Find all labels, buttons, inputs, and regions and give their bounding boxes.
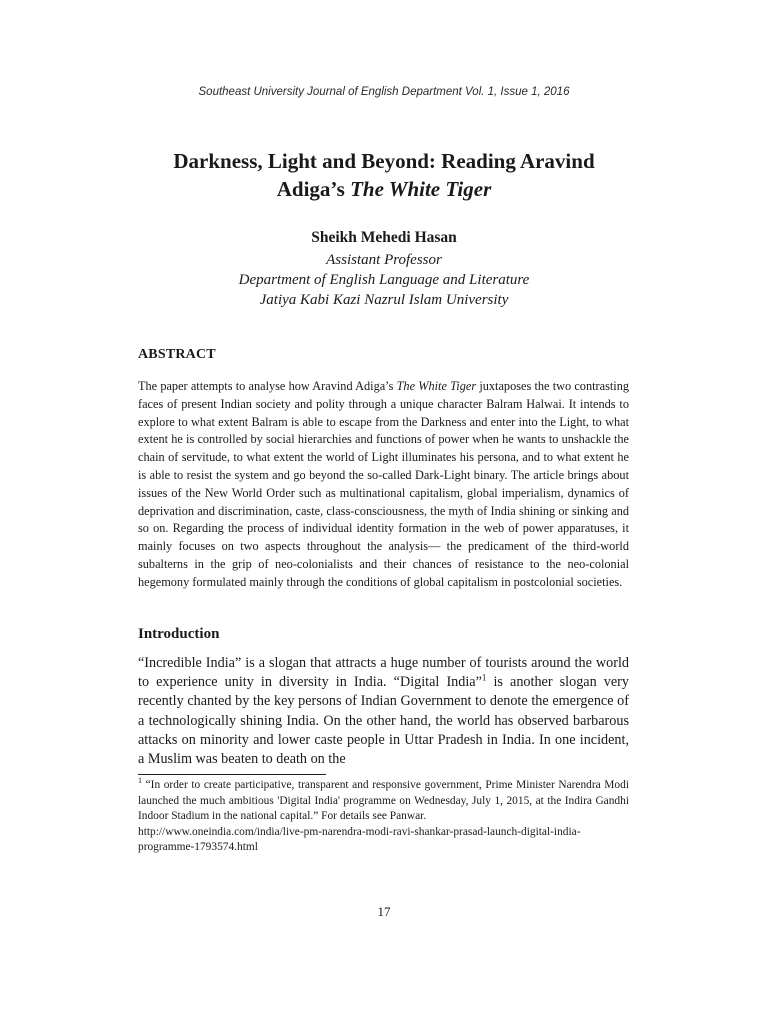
introduction-text-rest: is another slogan very recently chanted by the key persons of Indian Government to denote the emergence of a technologically shining India. On the other hand, the world has observed barbarous attacks on minority and lower caste people in Uttar Pradesh in India. In one incident, a Muslim was beaten to death on the [138, 674, 629, 768]
article-title [90, 147, 678, 203]
footnote-text: “In order to create participative, transparent and responsive government, Prime Minister Narendra Modi launched the much ambitious 'Digital India' programme on Wednesday, July 1, 2015, at the Indira Gandhi Indoor Stadium in the national capital.” For details see Panwar. [138, 779, 629, 822]
abstract-text-start: The paper attempts to analyse how Aravind Adiga’s [138, 379, 397, 393]
abstract-text-rest: juxtaposes the two contrasting faces of present Indian society and polity through a unique character Balram Halwai. It intends to explore to what extent Balram is able to escape from the Darkness and enter into the Light, to what extent he is controlled by social hierarchies and functions of power when he wants to unshackle the chain of servitude, to what extent the world of Light illuminates his persona, and to what extent he is able to resist the system and go beyond the so-called Dark-Light binary. The article brings about issues of the New World Order such as multinational capitalism, global imperialism, dynamics of deprivation and discrimination, caste, class-consciousness, the myth of India shining or sinking and so on. Regarding the process of individual identity formation in the web of power apparatuses, it mainly focuses on two aspects throughout the analysis— the predicament of the third-world subalterns in the grip of neo-colonialists and their chances of resistance to the neo-colonial hegemony formulated mainly through the conditions of global capitalism in postcolonial societies. [138, 379, 629, 589]
footnote-reference[interactable]: 1 [481, 672, 487, 683]
author-block [100, 228, 668, 310]
abstract-heading: ABSTRACT [138, 347, 216, 362]
author-university: Jatiya Kabi Kazi Nazrul Islam University [259, 292, 509, 308]
author-department: Department of English Language and Literature [238, 272, 530, 288]
abstract-body [138, 378, 629, 592]
running-header: Southeast University Journal of English Department Vol. 1, Issue 1, 2016 [198, 86, 570, 98]
footnote-url-link[interactable]: http://www.oneindia.com/india/live-pm-narendra-modi-ravi-shankar-prasad-launch-digital-india-programme-1793574.html [138, 825, 581, 853]
introduction-heading: Introduction [138, 626, 220, 642]
introduction-text-start: “Incredible India” is a slogan that attracts a huge number of tourists around the world to experience unity in diversity in India. “Digital India” [138, 655, 629, 691]
author-position: Assistant Professor [326, 252, 442, 268]
footnote [138, 778, 629, 856]
title-line-2-prefix: Adiga’s [276, 177, 351, 201]
title-line-1: Darkness, Light and Beyond: Reading Aravind [173, 149, 595, 173]
introduction-body [138, 654, 629, 769]
footnote-marker: 1 [138, 776, 142, 786]
author-name: Sheikh Mehedi Hasan [311, 229, 457, 246]
page-number: 17 [377, 904, 391, 919]
footnote-divider [138, 774, 326, 775]
title-line-2 [90, 175, 678, 203]
title-book-name: The White Tiger [350, 177, 492, 201]
abstract-book-name: The White Tiger [396, 379, 477, 393]
